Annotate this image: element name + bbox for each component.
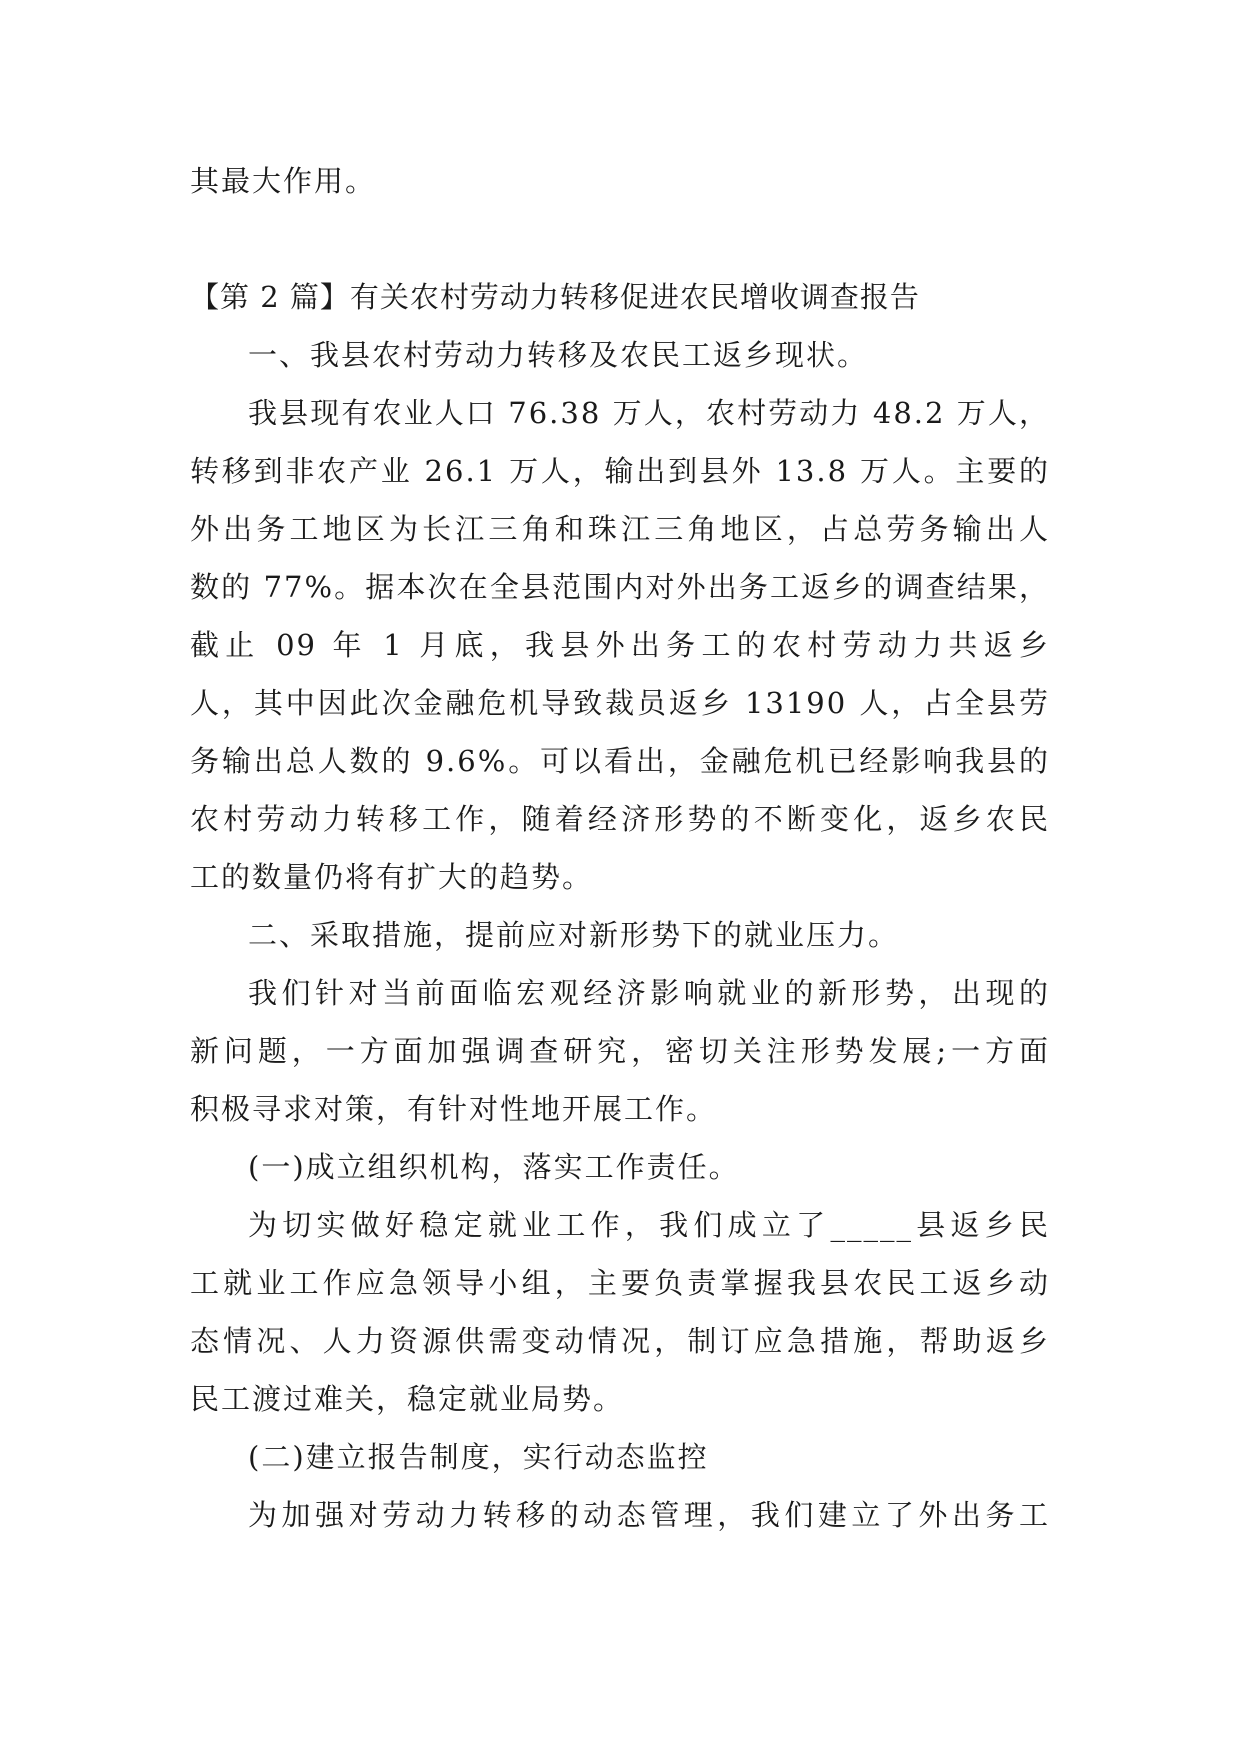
- para-2-line: 新问题，一方面加强调查研究，密切关注形势发展;一方面: [190, 1034, 1050, 1068]
- subsection-2-title: (二)建立报告制度，实行动态监控: [248, 1440, 709, 1474]
- para-1-line: 工的数量仍将有扩大的趋势。: [190, 860, 594, 894]
- para-1-line: 转移到非农产业 26.1 万人，输出到县外 13.8 万人。主要的: [190, 454, 1050, 488]
- para-2-line: 我们针对当前面临宏观经济影响就业的新形势，出现的: [248, 976, 1050, 1010]
- para-3-line: 工就业工作应急领导小组，主要负责掌握我县农民工返乡动: [190, 1266, 1050, 1300]
- para-3-line: 民工渡过难关，稳定就业局势。: [190, 1382, 625, 1416]
- continuation-line: 其最大作用。: [190, 164, 377, 198]
- section-1-title: 一、我县农村劳动力转移及农民工返乡现状。: [248, 338, 869, 372]
- article-heading: 【第 2 篇】有关农村劳动力转移促进农民增收调查报告: [190, 280, 920, 314]
- para-1-line: 截止 09 年 1 月底，我县外出务工的农村劳动力共返乡: [190, 628, 1050, 662]
- para-3-line: 态情况、人力资源供需变动情况，制订应急措施，帮助返乡: [190, 1324, 1050, 1358]
- paragraph-spacer: [190, 210, 1050, 268]
- para-1-line: 数的 77%。据本次在全县范围内对外出务工返乡的调查结果，: [190, 570, 1050, 604]
- para-3-line: 为切实做好稳定就业工作，我们成立了_____县返乡民: [248, 1208, 1050, 1242]
- para-1-line: 外出务工地区为长江三角和珠江三角地区，占总劳务输出人: [190, 512, 1050, 546]
- para-1-line: 我县现有农业人口 76.38 万人，农村劳动力 48.2 万人，: [248, 396, 1050, 430]
- subsection-1-title: (一)成立组织机构，落实工作责任。: [248, 1150, 740, 1184]
- para-1-line: 务输出总人数的 9.6%。可以看出，金融危机已经影响我县的: [190, 744, 1050, 778]
- section-2-title: 二、采取措施，提前应对新形势下的就业压力。: [248, 918, 900, 952]
- para-1-line: 人，其中因此次金融危机导致裁员返乡 13190 人，占全县劳: [190, 686, 1050, 720]
- para-2-line: 积极寻求对策，有针对性地开展工作。: [190, 1092, 718, 1126]
- document-body: [190, 152, 1050, 1544]
- para-4-line: 为加强对劳动力转移的动态管理，我们建立了外出务工: [248, 1498, 1050, 1532]
- para-1-line: 农村劳动力转移工作，随着经济形势的不断变化，返乡农民: [190, 802, 1050, 836]
